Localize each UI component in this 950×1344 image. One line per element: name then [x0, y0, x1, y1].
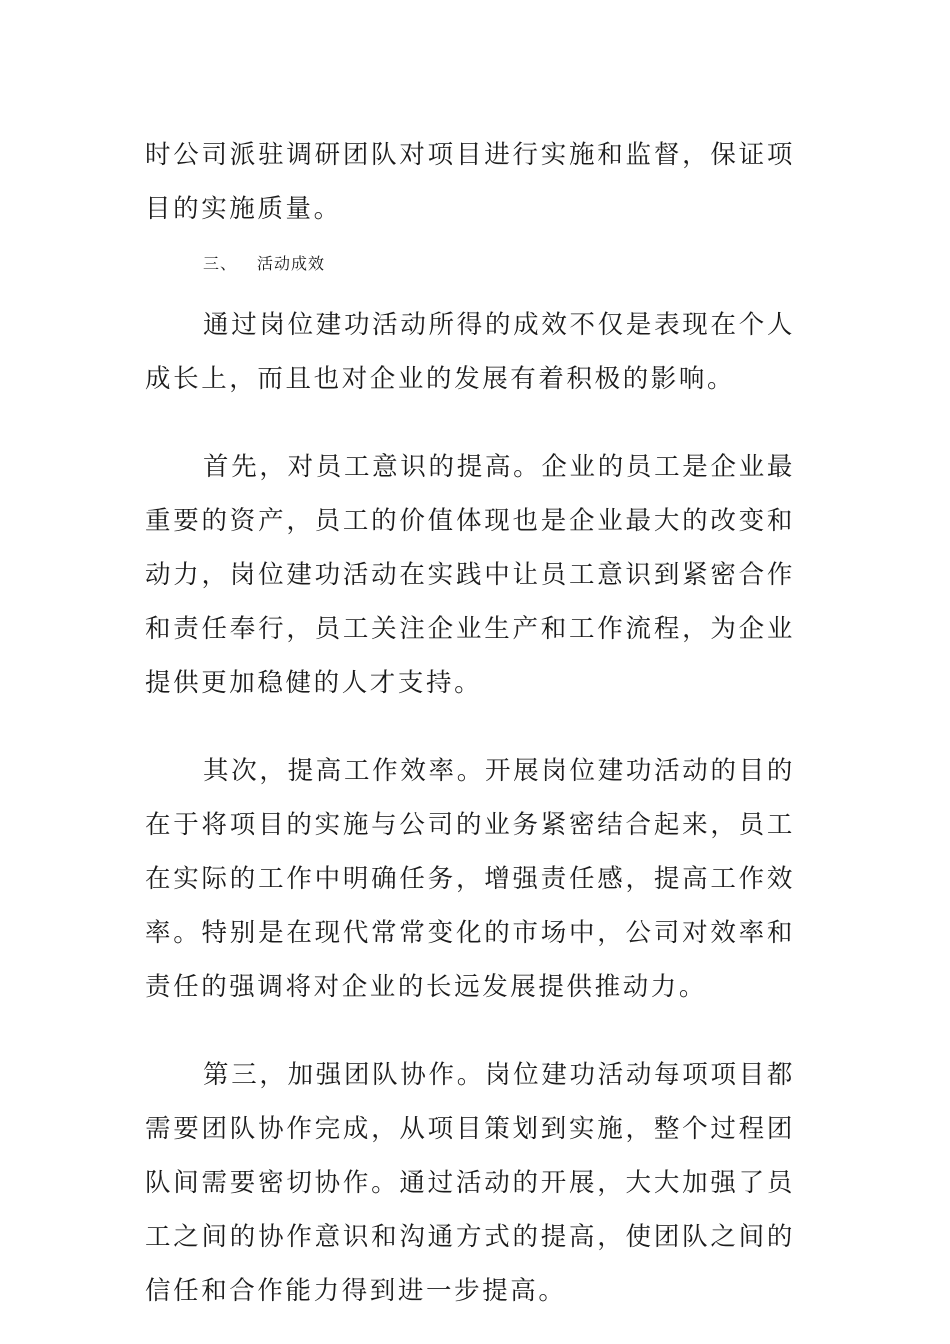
section-number: 三、: [203, 254, 238, 273]
second-point-paragraph: 其次，提高工作效率。开展岗位建功活动的目的在于将项目的实施与公司的业务紧密结合起来，员工在实际的工作中明确任务，增强责任感，提高工作效率。特别是在现代常常变化的市场中，公司对效率和责任的强调将对企业的长远发展提供推动力。: [145, 756, 795, 1002]
section-heading: [203, 252, 795, 276]
intro-paragraph: 通过岗位建功活动所得的成效不仅是表现在个人成长上，而且也对企业的发展有着积极的影响。: [145, 310, 795, 394]
document-body: [145, 128, 795, 1318]
section-title: 活动成效: [257, 254, 326, 273]
first-point-paragraph: 首先，对员工意识的提高。企业的员工是企业最重要的资产，员工的价值体现也是企业最大的改变和动力，岗位建功活动在实践中让员工意识到紧密合作和责任奉行，员工关注企业生产和工作流程，为企业提供更加稳健的人才支持。: [145, 452, 795, 698]
continuation-paragraph: 时公司派驻调研团队对项目进行实施和监督，保证项目的实施质量。: [145, 140, 795, 224]
third-point-paragraph: 第三，加强团队协作。岗位建功活动每项项目都需要团队协作完成，从项目策划到实施，整个过程团队间需要密切协作。通过活动的开展，大大加强了员工之间的协作意识和沟通方式的提高，使团队之间的信任和合作能力得到进一步提高。: [145, 1060, 795, 1306]
